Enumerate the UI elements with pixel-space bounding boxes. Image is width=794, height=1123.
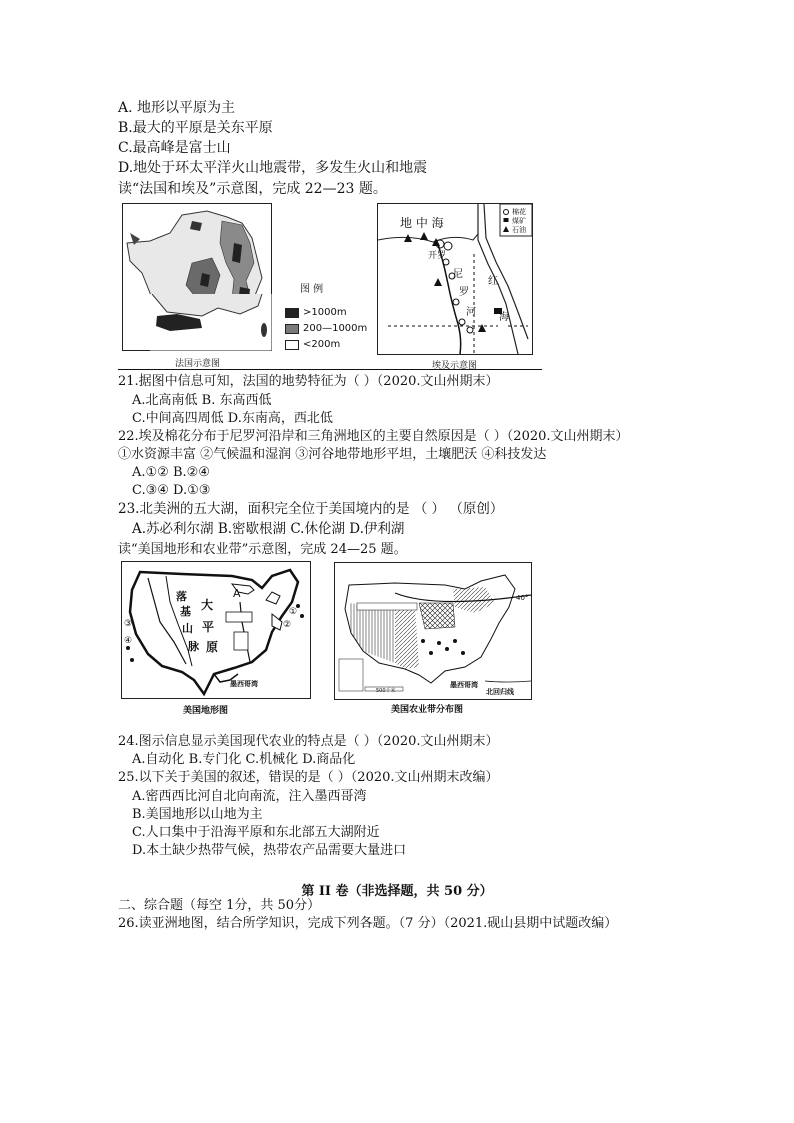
label-hong: 红	[488, 276, 498, 287]
label-ni: 尼	[453, 269, 463, 280]
divider-rule	[118, 369, 542, 370]
us-luo: 落	[176, 590, 187, 603]
q23-stem: 23.北美洲的五大湖，面积完全位于美国境内的是 （ ） （原创）	[118, 501, 504, 517]
us-agri-map	[334, 562, 532, 700]
option-c-prev: C.最高峰是富士山	[118, 140, 231, 156]
us-ping: 平	[202, 620, 215, 634]
option-a-prev: A. 地形以平原为主	[118, 100, 236, 116]
intro-24-25: 读“美国地形和农业带”示意图，完成 24—25 题。	[118, 542, 407, 557]
us-terrain-gulf: 墨西哥湾	[230, 680, 258, 688]
part2-heading: 二、综合题（每空 1分，共 50分）	[118, 898, 321, 913]
egypt-map-caption: 埃及示意图	[432, 361, 478, 371]
q25-option-a: A.密西西比河自北向南流，注入墨西哥湾	[132, 789, 367, 804]
legend-mid	[285, 323, 367, 334]
us-label-3: ③	[124, 619, 133, 629]
swatch-mid	[285, 324, 299, 334]
egypt-legend-coal: 煤矿	[512, 217, 526, 225]
q22-stem: 22.埃及棉花分布于尼罗河沿岸和三角洲地区的主要自然原因是（ ）（2020.文山州期末）	[118, 429, 629, 444]
q21-stem: 21.据图中信息可知，法国的地势特征为（ ）（2020.文山州期末）	[118, 374, 499, 389]
option-d-prev: D.地处于环太平洋火山地震带，多发生火山和地震	[118, 160, 428, 176]
us-shan: 山	[182, 622, 193, 635]
us-terrain-caption: 美国地形图	[183, 706, 229, 716]
q24-stem: 24.图示信息显示美国现代农业的特点是（ ）（2020.文山州期末）	[118, 734, 499, 749]
q21-row2: C.中间高四周低 D.东南高，西北低	[132, 411, 333, 426]
intro-22-23: 读“法国和埃及”示意图，完成 22—23 题。	[118, 181, 387, 197]
legend-mid-label: 200—1000m	[303, 323, 368, 334]
france-map-caption: 法国示意图	[175, 359, 221, 369]
us-terrain-map	[121, 561, 311, 699]
agri-40-label: 40°	[516, 594, 529, 602]
legend-low-label: <200m	[303, 339, 341, 350]
part2-title: 第 II 卷（非选择题，共 50 分）	[301, 884, 493, 899]
label-he: 河	[466, 307, 476, 318]
q23-options: A.苏必利尔湖 B.密歇根湖 C.休伦湖 D.伊利湖	[132, 521, 405, 537]
swatch-high	[285, 308, 299, 318]
us-agri-caption: 美国农业带分布图	[391, 705, 464, 715]
q21-row1: A.北高南低 B. 东高西低	[132, 393, 272, 408]
us-mai: 脉	[188, 640, 199, 653]
france-legend-title: 图 例	[300, 284, 324, 295]
q25-option-d: D.本土缺少热带气候，热带农产品需要大量进口	[132, 843, 407, 858]
us-label-2: ②	[283, 620, 292, 630]
label-cairo: 开罗	[428, 251, 447, 261]
q26-stem: 26.读亚洲地图，结合所学知识，完成下列各题。（7 分）（2021.砚山县期中试题改编）	[118, 916, 618, 931]
q22-choices: ①水资源丰富 ②气候温和湿润 ③河谷地带地形平坦，土壤肥沃 ④科技发达	[118, 447, 547, 462]
q22-row1: A.①② B.②④	[132, 465, 210, 480]
us-label-a: A	[233, 587, 241, 600]
q25-option-b: B.美国地形以山地为主	[132, 807, 263, 822]
agri-scale-label: 500千米	[376, 688, 396, 694]
legend-high-label: >1000m	[303, 307, 347, 318]
q24-options: A.自动化 B.专门化 C.机械化 D.商品化	[132, 752, 356, 767]
swatch-low	[285, 340, 299, 350]
legend-low	[285, 339, 340, 350]
legend-high	[285, 307, 347, 318]
agri-gulf-label: 墨西哥湾	[450, 681, 478, 689]
label-luo: 罗	[459, 287, 469, 298]
us-da: 大	[201, 598, 214, 612]
q25-stem: 25.以下关于美国的叙述，错误的是（ ）（2020.文山州期末改编）	[118, 770, 499, 785]
q25-option-c: C.人口集中于沿海平原和东北部五大湖附近	[132, 825, 380, 840]
us-ji: 基	[180, 605, 191, 618]
us-yuan: 原	[206, 640, 219, 654]
egypt-legend-cotton: 棉花	[512, 208, 526, 216]
egypt-legend-oil: 石油	[512, 226, 526, 234]
us-label-1: ①	[289, 607, 298, 617]
option-b-prev: B.最大的平原是关东平原	[118, 120, 273, 136]
label-hai: 海	[499, 312, 509, 323]
q22-row2: C.③④ D.①③	[132, 483, 211, 498]
us-label-4: ④	[124, 636, 133, 646]
agri-tropic-label: 北回归线	[486, 688, 514, 696]
egypt-sea-label: 地 中 海	[400, 216, 444, 230]
